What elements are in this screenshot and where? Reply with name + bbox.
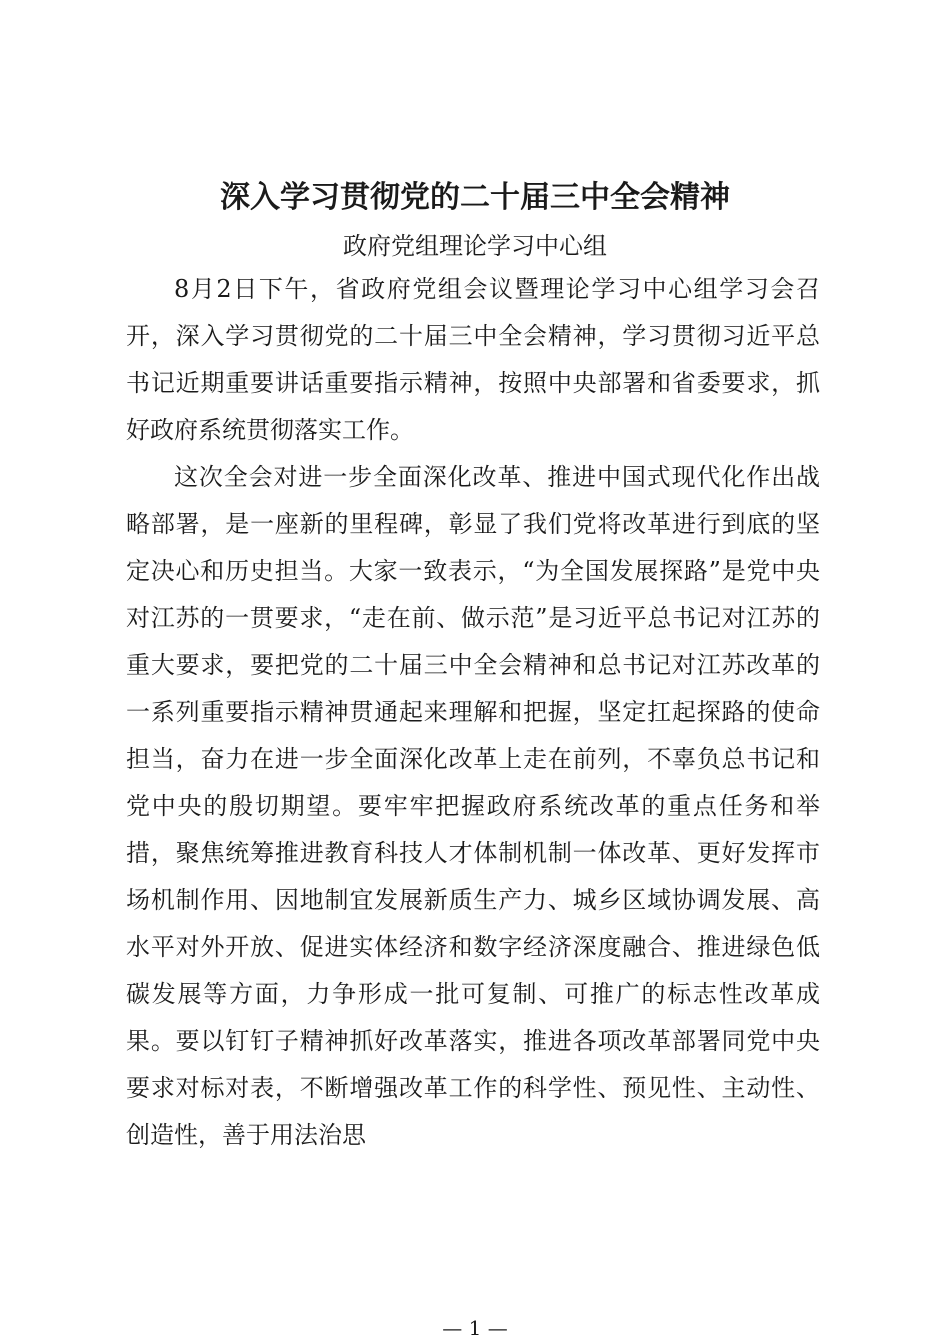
body-paragraph-2: 这次全会对进一步全面深化改革、推进中国式现代化作出战略部署，是一座新的里程碑，彰显了我们党将改革进行到底的坚定决心和历史担当。大家一致表示，“为全国发展探路”是党中央对江苏的一贯要求，“走在前、做示范”是习近平总书记对江苏的重大要求，要把党的二十届三中全会精神和总书记对江苏改革的一系列重要指示精神贯通起来理解和把握，坚定扛起探路的使命担当，奋力在进一步全面深化改革上走在前列，不辜负总书记和党中央的殷切期望。要牢牢把握政府系统改革的重点任务和举措，聚焦统筹推进教育科技人才体制机制一体改革、更好发挥市场机制作用、因地制宜发展新质生产力、城乡区域协调发展、高水平对外开放、促进实体经济和数字经济深度融合、推进绿色低碳发展等方面，力争形成一批可复制、可推广的标志性改革成果。要以钉钉子精神抓好改革落实，推进各项改革部署同党中央要求对标对表，不断增强改革工作的科学性、预见性、主动性、创造性，善于用法治思: [126, 463, 820, 1149]
document-title: 深入学习贯彻党的二十届三中全会精神: [220, 180, 730, 215]
document-author: 政府党组理论学习中心组: [343, 232, 607, 260]
body-paragraph-1: 8月2日下午，省政府党组会议暨理论学习中心组学习会召开，深入学习贯彻党的二十届三中全会精神，学习贯彻习近平总书记近期重要讲话重要指示精神，按照中央部署和省委要求，抓好政府系统贯彻落实工作。: [126, 275, 820, 444]
document-body: [126, 266, 820, 1159]
page-number: — 1 —: [442, 1316, 508, 1340]
